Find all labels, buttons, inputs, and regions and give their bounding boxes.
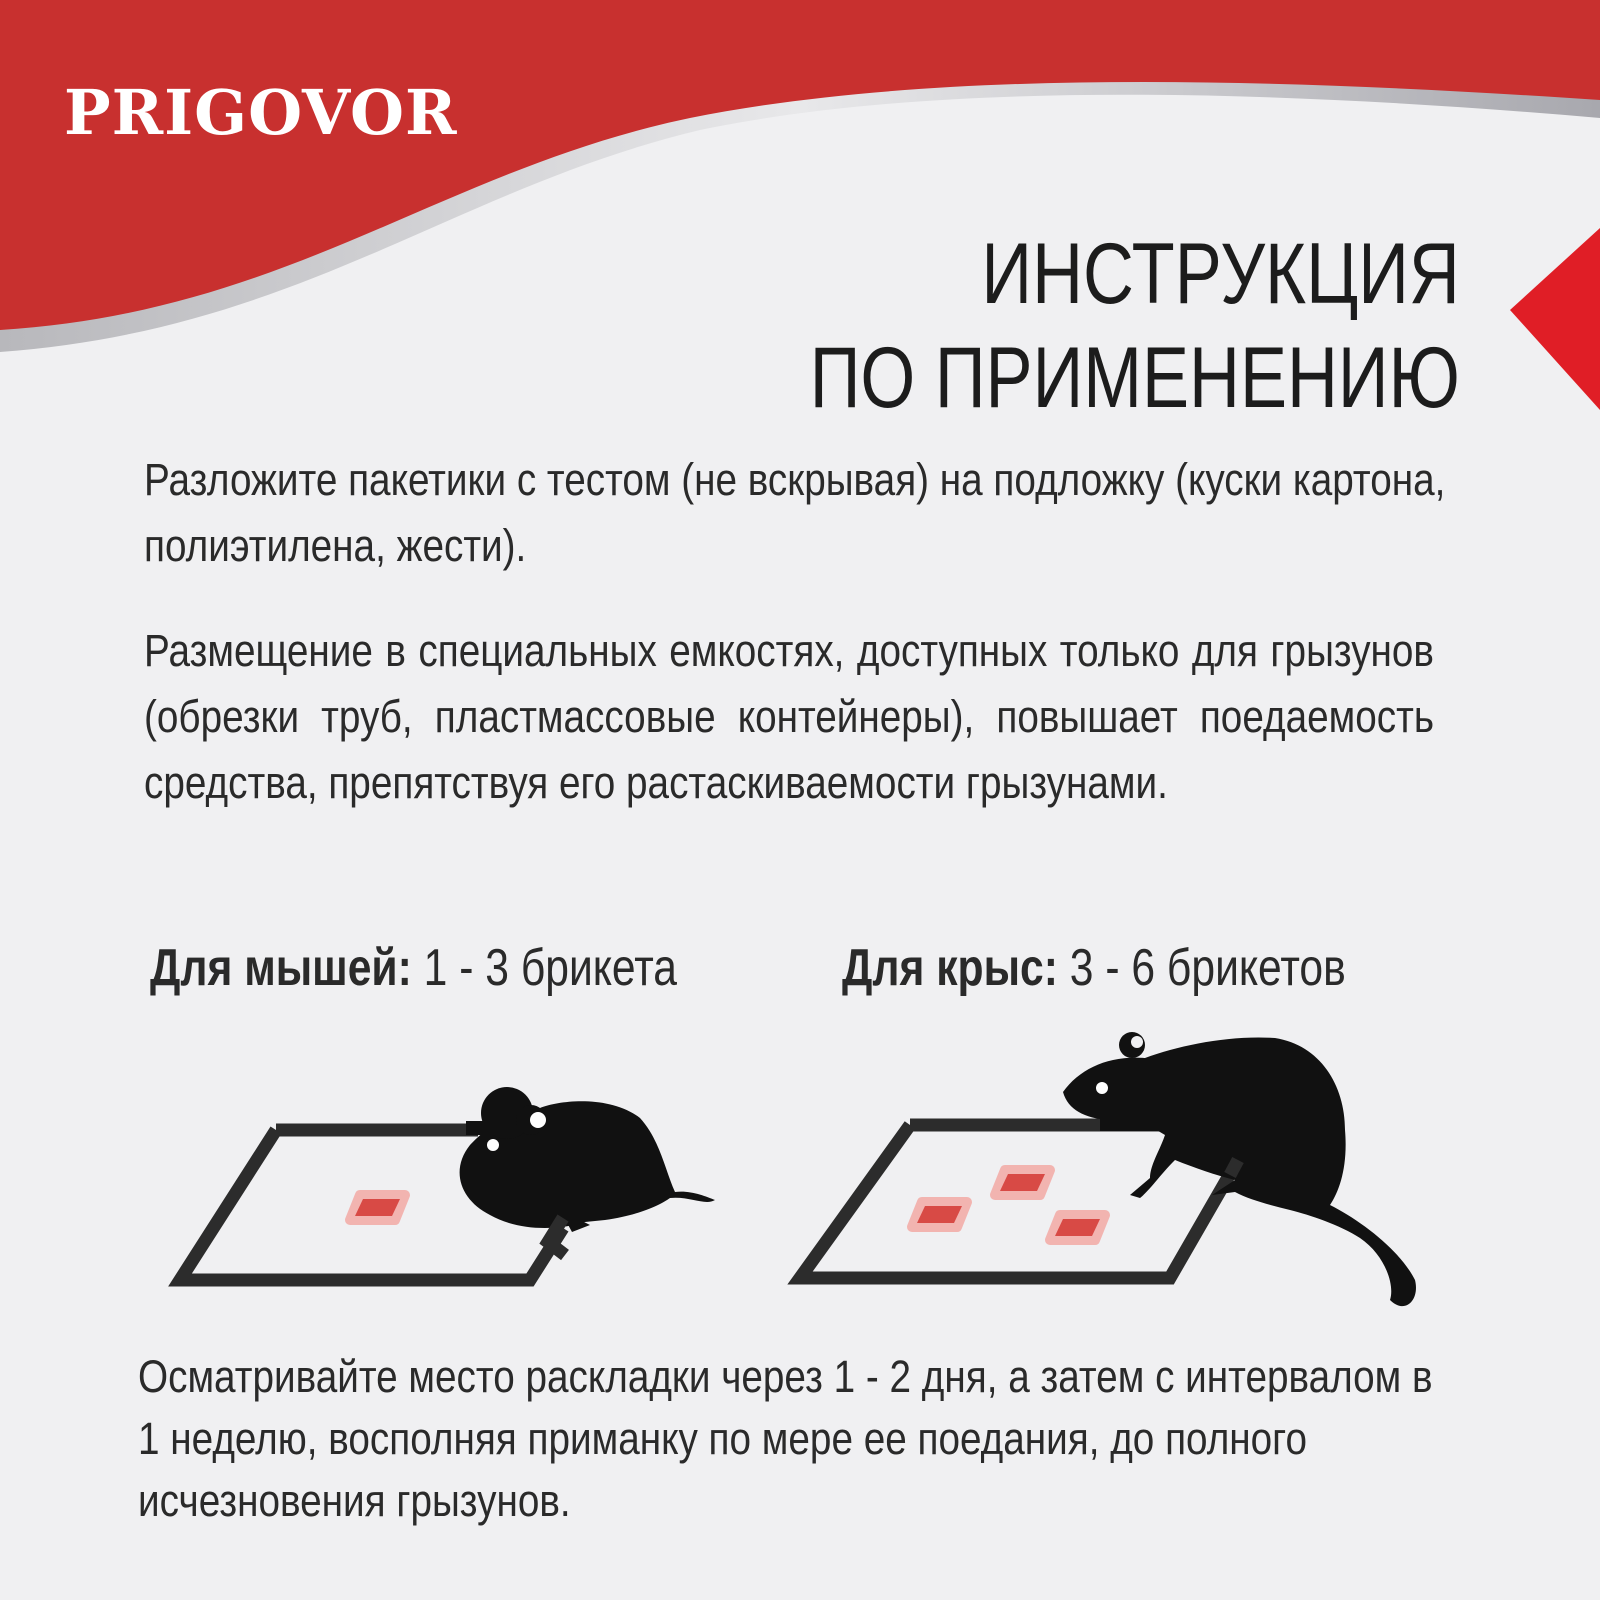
dosage-rats-label: Для крыс: xyxy=(842,939,1058,997)
mouse-scene xyxy=(180,1087,715,1280)
rat-scene xyxy=(800,1032,1416,1306)
title-line-1: ИНСТРУКЦИЯ xyxy=(981,226,1460,322)
dosage-mice-value: 1 - 3 брикета xyxy=(423,939,678,997)
bait-briquette-icon xyxy=(995,1170,1050,1195)
brand-logo: PRIGOVOR xyxy=(64,76,458,149)
instruction-paragraph-2: Размещение в специальных емкостях, доступных только для грызунов (обрезки труб, пластмассовые контейнеры), повышает поедаемость средства, препятствуя его растаскиваемости грызунами. xyxy=(144,625,1434,808)
title-line-2: ПО ПРИМЕНЕНИЮ xyxy=(809,330,1460,426)
instruction-paragraph-3: Осматривайте место раскладки через 1 - 2 дня, а затем с интервалом в 1 неделю, восполняя приманку по мере ее поедания, до полного исчезновения грызунов. xyxy=(138,1351,1433,1526)
bait-briquette-icon xyxy=(1050,1215,1105,1240)
dosage-rats-value: 3 - 6 брикетов xyxy=(1069,939,1346,997)
bait-briquette-icon xyxy=(350,1195,405,1220)
bait-briquette-icon xyxy=(912,1202,967,1227)
dosage-mice-label: Для мышей: xyxy=(150,939,412,997)
mouse-icon xyxy=(460,1087,715,1232)
instruction-paragraph-1: Разложите пакетики с тестом (не вскрывая) на подложку (куски картона, полиэтилена, жести). xyxy=(144,454,1446,571)
